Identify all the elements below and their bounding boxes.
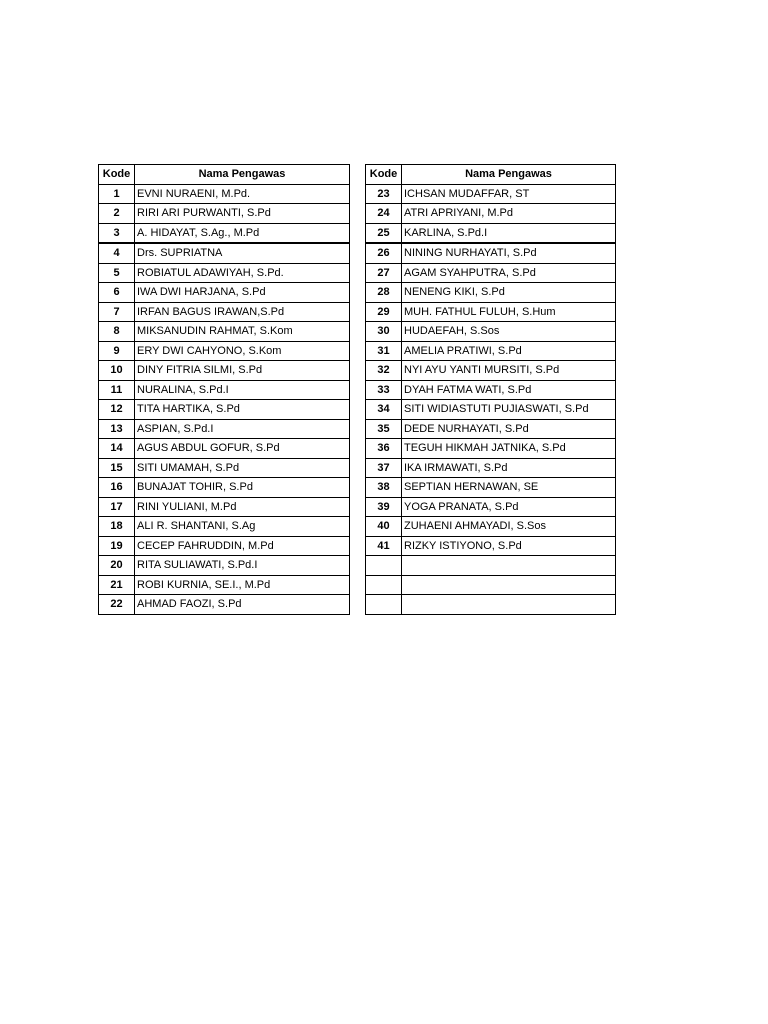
nama-cell: SEPTIAN HERNAWAN, SE — [402, 478, 616, 498]
kode-cell: 8 — [99, 322, 135, 342]
kode-cell: 30 — [366, 322, 402, 342]
kode-cell: 37 — [366, 458, 402, 478]
kode-cell: 18 — [99, 517, 135, 537]
nama-cell: KARLINA, S.Pd.I — [402, 223, 616, 243]
table-row — [99, 302, 350, 322]
table-row — [366, 536, 616, 556]
table-row — [99, 263, 350, 283]
kode-cell: 20 — [99, 556, 135, 576]
table-row — [366, 302, 616, 322]
table-row — [99, 283, 350, 303]
kode-cell: 9 — [99, 341, 135, 361]
table-row — [366, 400, 616, 420]
table-row — [99, 458, 350, 478]
nama-cell: SITI WIDIASTUTI PUJIASWATI, S.Pd — [402, 400, 616, 420]
table-row — [366, 204, 616, 224]
table-row — [99, 536, 350, 556]
nama-cell: BUNAJAT TOHIR, S.Pd — [135, 478, 350, 498]
nama-cell: NENENG KIKI, S.Pd — [402, 283, 616, 303]
pengawas-table-right — [365, 164, 616, 615]
kode-cell: 5 — [99, 263, 135, 283]
kode-cell: 27 — [366, 263, 402, 283]
kode-cell: 2 — [99, 204, 135, 224]
kode-cell: 21 — [99, 575, 135, 595]
nama-cell: NURALINA, S.Pd.I — [135, 380, 350, 400]
table-row — [99, 184, 350, 204]
nama-cell: TITA HARTIKA, S.Pd — [135, 400, 350, 420]
kode-cell: 34 — [366, 400, 402, 420]
kode-cell: 4 — [99, 243, 135, 263]
table-row — [99, 204, 350, 224]
table-row — [366, 322, 616, 342]
nama-cell: AGUS ABDUL GOFUR, S.Pd — [135, 439, 350, 459]
table-row — [366, 243, 616, 263]
left-table-body — [99, 184, 350, 614]
nama-cell: SITI UMAMAH, S.Pd — [135, 458, 350, 478]
table-row — [99, 322, 350, 342]
nama-cell: Drs. SUPRIATNA — [135, 243, 350, 263]
kode-cell: 40 — [366, 517, 402, 537]
kode-cell: 25 — [366, 223, 402, 243]
table-row — [366, 184, 616, 204]
kode-cell: 16 — [99, 478, 135, 498]
nama-cell: YOGA PRANATA, S.Pd — [402, 497, 616, 517]
table-row — [99, 497, 350, 517]
table-row — [99, 595, 350, 615]
kode-cell: 29 — [366, 302, 402, 322]
kode-cell: 17 — [99, 497, 135, 517]
kode-cell: 24 — [366, 204, 402, 224]
kode-cell: 19 — [99, 536, 135, 556]
nama-cell: MUH. FATHUL FULUH, S.Hum — [402, 302, 616, 322]
table-row — [366, 497, 616, 517]
table-row — [99, 575, 350, 595]
nama-cell: DEDE NURHAYATI, S.Pd — [402, 419, 616, 439]
kode-header: Kode — [366, 165, 402, 185]
table-row — [366, 223, 616, 243]
kode-cell — [366, 556, 402, 576]
nama-cell: DINY FITRIA SILMI, S.Pd — [135, 361, 350, 381]
kode-cell: 32 — [366, 361, 402, 381]
nama-cell: IKA IRMAWATI, S.Pd — [402, 458, 616, 478]
table-row — [366, 439, 616, 459]
kode-cell — [366, 595, 402, 615]
nama-cell: TEGUH HIKMAH JATNIKA, S.Pd — [402, 439, 616, 459]
nama-cell — [402, 556, 616, 576]
table-row — [366, 341, 616, 361]
table-row — [366, 263, 616, 283]
nama-cell: IRFAN BAGUS IRAWAN,S.Pd — [135, 302, 350, 322]
table-header-row — [99, 165, 350, 185]
table-row — [99, 478, 350, 498]
kode-cell: 1 — [99, 184, 135, 204]
table-row — [366, 556, 616, 576]
kode-cell: 13 — [99, 419, 135, 439]
table-row — [366, 361, 616, 381]
right-table-body — [366, 184, 616, 614]
nama-cell: IWA DWI HARJANA, S.Pd — [135, 283, 350, 303]
table-row — [366, 575, 616, 595]
nama-cell: ERY DWI CAHYONO, S.Kom — [135, 341, 350, 361]
nama-cell — [402, 595, 616, 615]
table-row — [99, 517, 350, 537]
kode-cell: 33 — [366, 380, 402, 400]
nama-cell: ICHSAN MUDAFFAR, ST — [402, 184, 616, 204]
kode-cell: 31 — [366, 341, 402, 361]
pengawas-table-left — [98, 164, 350, 615]
table-row — [99, 243, 350, 263]
kode-cell: 35 — [366, 419, 402, 439]
table-row — [99, 556, 350, 576]
nama-cell: DYAH FATMA WATI, S.Pd — [402, 380, 616, 400]
kode-cell: 10 — [99, 361, 135, 381]
table-row — [366, 458, 616, 478]
table-row — [99, 439, 350, 459]
table-row — [366, 478, 616, 498]
nama-cell: ROBIATUL ADAWIYAH, S.Pd. — [135, 263, 350, 283]
table-row — [99, 419, 350, 439]
nama-cell: ROBI KURNIA, SE.I., M.Pd — [135, 575, 350, 595]
nama-cell: RITA SULIAWATI, S.Pd.I — [135, 556, 350, 576]
nama-cell: RIZKY ISTIYONO, S.Pd — [402, 536, 616, 556]
nama-cell: AGAM SYAHPUTRA, S.Pd — [402, 263, 616, 283]
nama-cell: CECEP FAHRUDDIN, M.Pd — [135, 536, 350, 556]
kode-cell: 14 — [99, 439, 135, 459]
nama-cell: MIKSANUDIN RAHMAT, S.Kom — [135, 322, 350, 342]
nama-cell: EVNI NURAENI, M.Pd. — [135, 184, 350, 204]
table-row — [366, 517, 616, 537]
nama-cell: ASPIAN, S.Pd.I — [135, 419, 350, 439]
nama-cell: RINI YULIANI, M.Pd — [135, 497, 350, 517]
kode-cell: 15 — [99, 458, 135, 478]
kode-cell: 6 — [99, 283, 135, 303]
kode-cell: 3 — [99, 223, 135, 243]
nama-cell: RIRI ARI PURWANTI, S.Pd — [135, 204, 350, 224]
table-row — [99, 380, 350, 400]
kode-cell: 22 — [99, 595, 135, 615]
table-header-row — [366, 165, 616, 185]
table-row — [99, 361, 350, 381]
kode-cell — [366, 575, 402, 595]
nama-pengawas-header: Nama Pengawas — [135, 165, 350, 185]
nama-cell: A. HIDAYAT, S.Ag., M.Pd — [135, 223, 350, 243]
kode-cell: 38 — [366, 478, 402, 498]
table-row — [99, 223, 350, 243]
nama-cell: AMELIA PRATIWI, S.Pd — [402, 341, 616, 361]
nama-pengawas-header: Nama Pengawas — [402, 165, 616, 185]
nama-cell: ATRI APRIYANI, M.Pd — [402, 204, 616, 224]
kode-cell: 7 — [99, 302, 135, 322]
kode-cell: 26 — [366, 243, 402, 263]
kode-cell: 41 — [366, 536, 402, 556]
table-row — [366, 419, 616, 439]
table-row — [99, 341, 350, 361]
kode-cell: 36 — [366, 439, 402, 459]
kode-header: Kode — [99, 165, 135, 185]
table-row — [366, 380, 616, 400]
nama-cell — [402, 575, 616, 595]
nama-cell: ALI R. SHANTANI, S.Ag — [135, 517, 350, 537]
nama-cell: HUDAEFAH, S.Sos — [402, 322, 616, 342]
table-row — [366, 595, 616, 615]
kode-cell: 28 — [366, 283, 402, 303]
kode-cell: 11 — [99, 380, 135, 400]
nama-cell: NYI AYU YANTI MURSITI, S.Pd — [402, 361, 616, 381]
table-row — [366, 283, 616, 303]
table-row — [99, 400, 350, 420]
nama-cell: NINING NURHAYATI, S.Pd — [402, 243, 616, 263]
kode-cell: 12 — [99, 400, 135, 420]
kode-cell: 23 — [366, 184, 402, 204]
nama-cell: ZUHAENI AHMAYADI, S.Sos — [402, 517, 616, 537]
nama-cell: AHMAD FAOZI, S.Pd — [135, 595, 350, 615]
kode-cell: 39 — [366, 497, 402, 517]
